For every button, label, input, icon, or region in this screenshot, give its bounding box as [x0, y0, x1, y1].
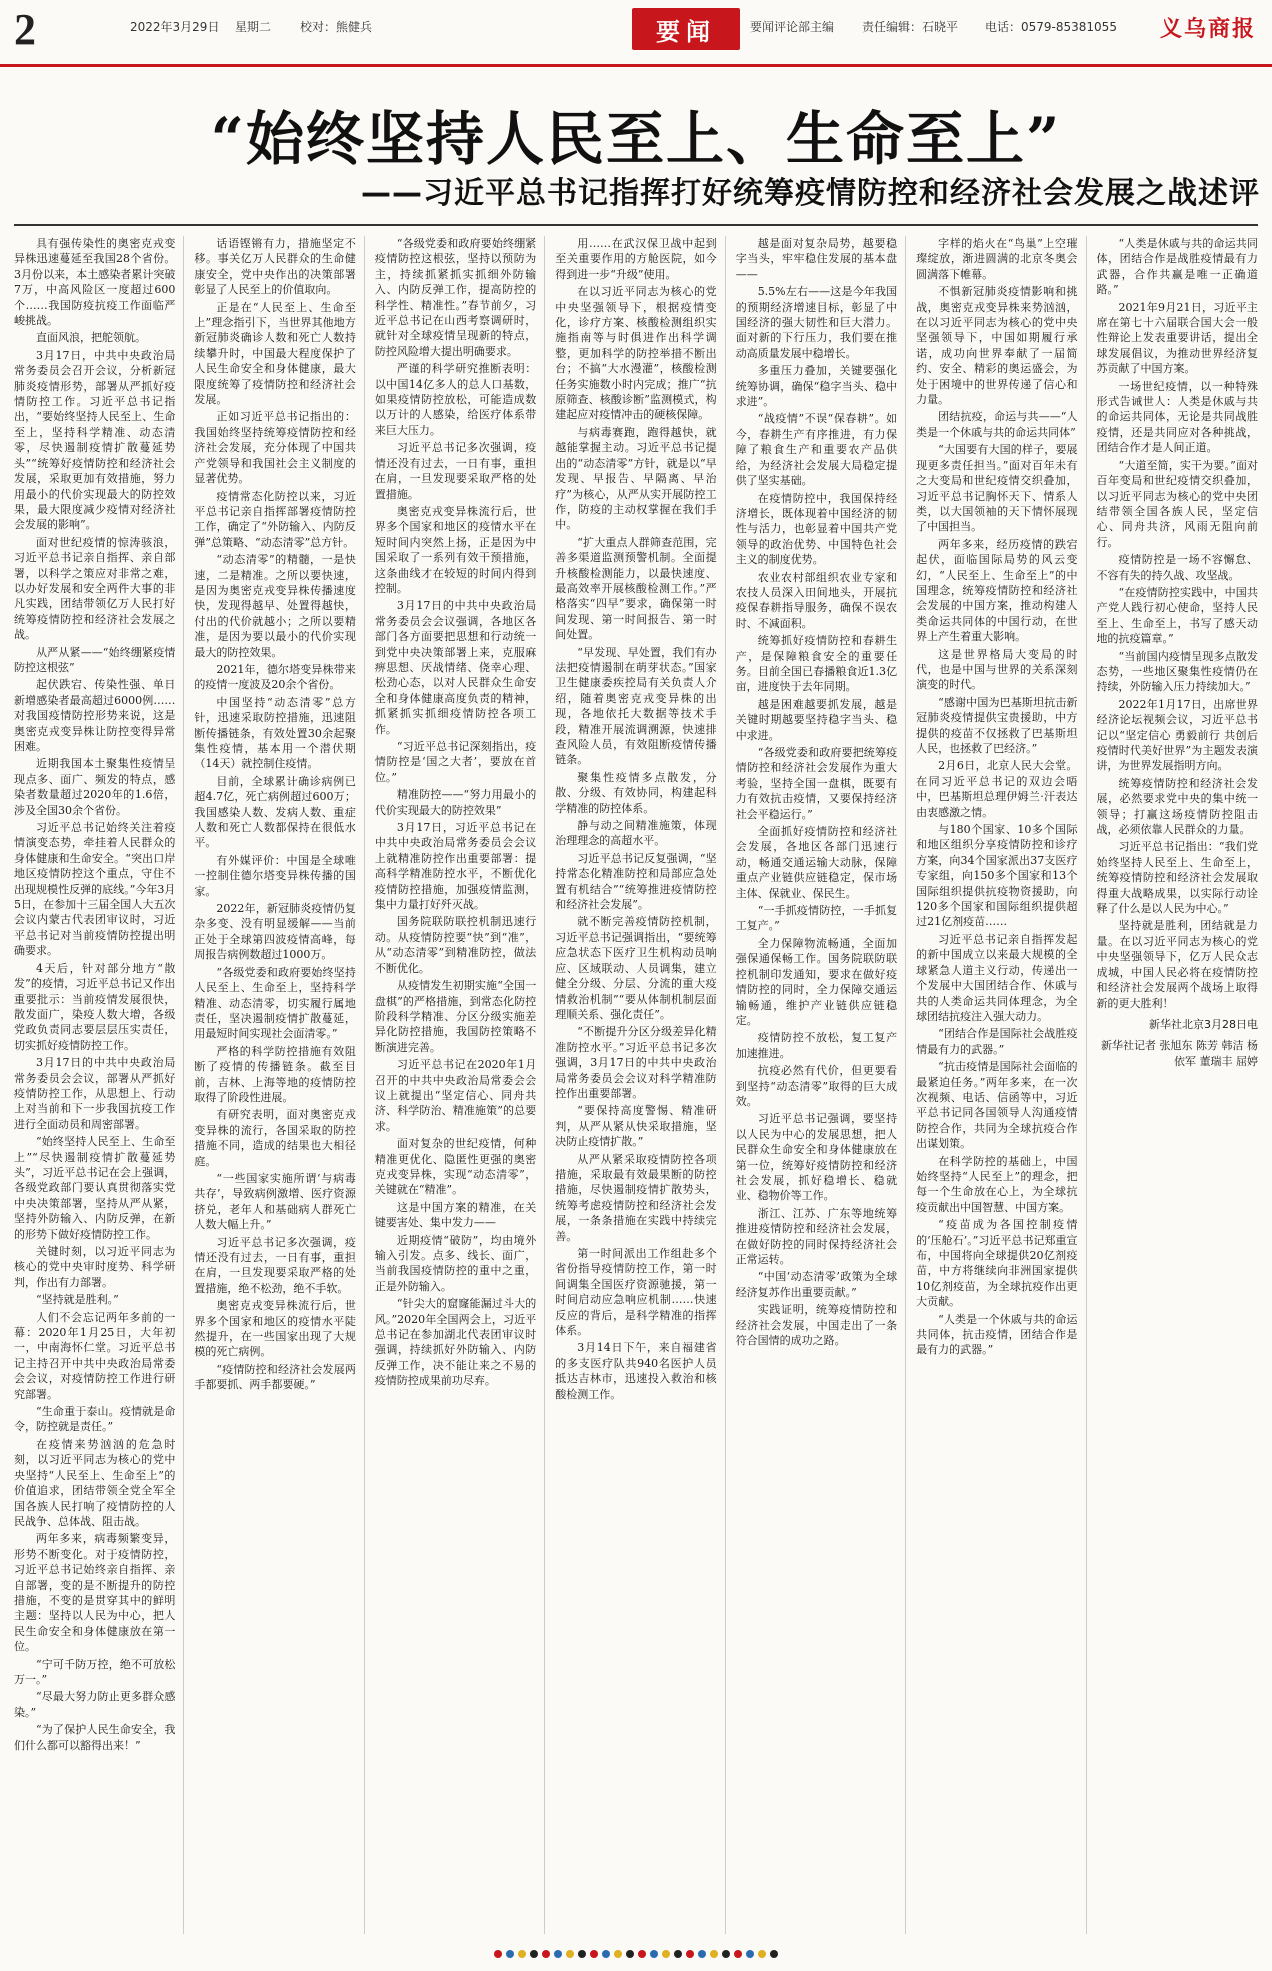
paragraph: 习近平总书记始终关注着疫情演变态势，牵挂着人民群众的身体健康和生命安全。“突出口岸地区疫情防控这个重点，守住不出现规模性反弹的底线。”今年3月5日，在参加十三届全国人大五次会议内蒙古代表团审议时，习近平总书记对当前疫情防控提出明确要求。	[14, 821, 176, 958]
color-dot	[542, 1950, 550, 1958]
paragraph: “团结合作是国际社会战胜疫情最有力的武器。”	[916, 1027, 1078, 1056]
paragraph: 3月17日的中共中央政治局常务委员会会议，部署从严抓好疫情防控工作，从思想上、行动上对当前和下一步我国抗疫工作进行全面动员和周密部署。	[14, 1056, 176, 1131]
color-dot	[686, 1950, 694, 1958]
paragraph: “不断提升分区分级差异化精准防控水平。”习近平总书记多次强调，3月17日的中共中央政治局常务委员会会议对科学精准防控作出重要部署。	[555, 1025, 717, 1100]
paragraph: 正如习近平总书记指出的：我国始终坚持统筹疫情防控和经济社会发展，充分体现了中国共产党领导和我国社会主义制度的显著优势。	[194, 410, 356, 486]
color-dot	[614, 1950, 622, 1958]
paragraph: “中国‘动态清零’政策为全球经济复苏作出重要贡献。”	[735, 1270, 898, 1299]
article-column	[14, 236, 184, 1934]
color-dot	[638, 1950, 646, 1958]
paragraph: 实践证明，统筹疫情防控和经济社会发展，中国走出了一条符合国情的成功之路。	[735, 1303, 898, 1348]
paragraph: “当前国内疫情呈现多点散发态势，一些地区聚集性疫情仍在持续，外防输入压力持续加大。”	[1096, 649, 1258, 694]
paragraph: 有研究表明，面对奥密克戎变异株的流行，各国采取的防控措施不同，造成的结果也大相径庭。	[194, 1108, 356, 1168]
paragraph: 越是困难越要抓发展，越是关键时期越要坚持稳字当头、稳中求进。	[735, 697, 898, 742]
paragraph: 全面抓好疫情防控和经济社会发展，各地区各部门迅速行动，畅通交通运输大动脉，保障重点产业链供应链稳定，保市场主体、保就业、保民生。	[735, 825, 898, 900]
paragraph: 习近平总书记反复强调，“坚持常态化精准防控和局部应急处置有机结合”“统筹推进疫情防控和经济社会发展”。	[555, 851, 717, 912]
color-dot	[566, 1950, 574, 1958]
paragraph: 严谨的科学研究推断表明：以中国14亿多人的总人口基数，如果疫情防控放松，可能造成数以万计的人感染，给医疗体系带来巨大压力。	[374, 362, 537, 437]
paragraph: 团结抗疫，命运与共——“人类是一个休戚与共的命运共同体”	[916, 410, 1078, 439]
paragraph: 国务院联防联控机制迅速行动。从疫情防控要“快”到“准”，从“动态清零”到精准防控，做法不断优化。	[374, 915, 537, 975]
paragraph: 两年多来，经历疫情的跌宕起伏，面临国际局势的风云变幻，“人民至上、生命至上”的中国理念，统筹疫情防控和经济社会发展的中国方案，推动构建人类命运共同体的中国行动，在世界上产生着重大影响。	[916, 537, 1078, 644]
issue-weekday: 星期二	[235, 20, 272, 34]
paragraph: 4天后，针对部分地方“散发”的疫情，习近平总书记又作出重要批示：当前疫情发展很快，散发面广，染疫人数大增，各级党政负责同志要层层压实责任，切实抓好疫情防控工作。	[14, 961, 176, 1052]
paragraph: “大国要有大国的样子，要展现更多责任担当。”面对百年未有之大变局和世纪疫情交织叠加，习近平总书记胸怀天下、情系人类，以大国领袖的天下情怀展现了中国担当。	[916, 443, 1078, 534]
paragraph: 习近平总书记亲自指挥发起的新中国成立以来最大规模的全球紧急人道主义行动，传递出一个发展中大国团结合作、休戚与共的人类命运共同体理念，为全球团结抗疫注入强大动力。	[916, 932, 1078, 1023]
subheadline: ——习近平总书记指挥打好统筹疫情防控和经济社会发展之战述评	[361, 176, 1260, 211]
editorial-dept: 要闻评论部主编	[750, 20, 835, 34]
paragraph: 这是中国方案的精准，在关键要害处、集中发力——	[374, 1200, 537, 1230]
paragraph: 在疫情来势汹汹的危急时刻，以习近平同志为核心的党中央坚持“人民至上、生命至上”的价值追求，团结带领全党全军全国各族人民打响了疫情防控的人民战争、总体战、阻击战。	[14, 1437, 176, 1528]
paragraph: “要保持高度警惕、精准研判，从严从紧从快采取措施，坚决防止疫情扩散。”	[555, 1104, 717, 1149]
paragraph: “人类是一个休戚与共的命运共同体，抗击疫情，团结合作是最有力的武器。”	[916, 1312, 1078, 1357]
paragraph: “大道至简，实干为要。”面对百年变局和世纪疫情交织叠加，以习近平同志为核心的党中央团结带领全国各族人民，坚定信心、同舟共济，风雨无阻向前行。	[1096, 458, 1258, 549]
color-dot	[758, 1950, 766, 1958]
paragraph: 多重压力叠加，关键要强化统筹协调，确保“稳字当头、稳中求进”。	[735, 364, 898, 409]
color-dot	[554, 1950, 562, 1958]
paragraph: 习近平总书记多次强调，疫情还没有过去，一日有事，重担在肩，一旦发现要采取严格的处置措施。	[374, 441, 537, 501]
paragraph: 直面风浪，把舵领航。	[36, 331, 146, 345]
color-dot	[530, 1950, 538, 1958]
paragraph: 用……在武汉保卫战中起到至关重要作用的方舱医院，如今得到进一步“升级”使用。	[555, 237, 717, 281]
paragraph: 人们不会忘记两年多前的一幕：2020年1月25日，大年初一，中南海怀仁堂。习近平总书记主持召开中共中央政治局常委会会议，对疫情防控工作进行研究部署。	[14, 1310, 176, 1401]
paragraph: 聚集性疫情多点散发，分散、分级、有效协同，构建起科学精准的防控体系。	[555, 770, 717, 815]
paragraph: “各级党委和政府要始终绷紧疫情防控这根弦，坚持以预防为主，持续抓紧抓实抓细外防输入、内防反弹工作，提高防控的科学性、精准性。”春节前夕，习近平总书记在山西考察调研时，就针对全球疫情呈现新的特点，防控风险增大提出明确要求。	[374, 237, 537, 358]
paragraph: 越是面对复杂局势，越要稳字当头，牢牢稳住发展的基本盘——	[735, 237, 898, 281]
paragraph: “扩大重点人群筛查范围，完善多渠道监测预警机制。全面提升核酸检测能力，以最快速度、最高效率开展核酸检测工作。”严格落实“四早”要求，确保第一时间发现、第一时间报告、第一时间处置。	[555, 535, 717, 642]
paragraph: “始终坚持人民至上、生命至上”“尽快遏制疫情扩散蔓延势头”，习近平总书记在会上强调，各级党政部门要认真贯彻落实党中央决策部署，坚持从严从紧，坚持外防输入、内防反弹，在新的形势下做好疫情防控工作。	[14, 1135, 176, 1241]
paragraph: 具有强传染性的奥密克戎变异株迅速蔓延至我国28个省份。3月份以来，本土感染者累计突破7万，中高风险区一度超过600个……我国防疫抗疫工作面临严峻挑战。	[14, 237, 176, 328]
color-dot	[734, 1950, 742, 1958]
color-dot	[506, 1950, 514, 1958]
masthead	[0, 0, 1272, 67]
paragraph: 抗疫必然有代价，但更要看到坚持“动态清零”取得的巨大成效。	[735, 1064, 898, 1108]
issue-date: 2022年3月29日	[130, 20, 220, 34]
paragraph: 目前，全球累计确诊病例已超4.7亿，死亡病例超过600万；我国感染人数、发病人数、重症人数和死亡人数都保持在很低水平。	[194, 774, 356, 850]
paragraph: “动态清零”的精髓，一是快速，二是精准。之所以要快速，是因为奥密克戎变异株传播速度快，发现得越早、处置得越快，付出的代价就越小；之所以要精准，是因为要以最小的代价实现最大的防控效果。	[194, 553, 356, 659]
article-column	[1097, 236, 1258, 1934]
paragraph: 一场世纪疫情，以一种特殊形式告诫世人：人类是休戚与共的命运共同体，无论是共同战胜疫情，还是共同应对各种挑战，团结合作才是人间正道。	[1096, 379, 1258, 455]
paragraph: “针尖大的窟窿能漏过斗大的风。”2020年全国两会上，习近平总书记在参加湖北代表团审议时强调，持续抓好外防输入、内防反弹工作，决不能让来之不易的疫情防控成果前功尽弃。	[374, 1297, 537, 1388]
page-number: 2	[14, 5, 36, 54]
paragraph: 起伏跌宕、传染性强、单日新增感染者最高超过6000例……对我国疫情防控形势来说，这是奥密克戎变异株让防控变得异常困难。	[14, 678, 176, 753]
paragraph: 字样的焰火在“鸟巢”上空璀璨绽放，渐进圆满的北京冬奥会圆满落下帷幕。	[916, 237, 1078, 281]
article-column	[555, 236, 725, 1934]
paragraph: 从严从紧——“始终绷紧疫情防控这根弦”	[14, 645, 176, 674]
paragraph: “疫情防控和经济社会发展两手都要抓、两手都要硬。”	[194, 1362, 356, 1392]
paragraph: 2月6日，北京人民大会堂。在同习近平总书记的双边会晤中，巴基斯坦总理伊姆兰·汗表达由衷感激之情。	[916, 759, 1078, 819]
color-dot	[518, 1950, 526, 1958]
paragraph: 这是世界格局大变局的时代，也是中国与世界的关系深刻演变的时代。	[916, 647, 1078, 692]
paragraph: 在疫情防控中，我国保持经济增长，既体现着中国经济的韧性与活力，也彰显着中国共产党领导的政治优势、中国特色社会主义的制度优势。	[735, 491, 898, 567]
color-dot	[650, 1950, 658, 1958]
color-dot	[722, 1950, 730, 1958]
paragraph: 统筹疫情防控和经济社会发展，必然要求党中央的集中统一领导；打赢这场疫情防控阻击战，必须依靠人民群众的力量。	[1096, 776, 1258, 837]
paragraph: 2021年，德尔塔变异株带来的疫情一度波及20余个省份。	[194, 662, 356, 692]
paragraph: 严格的科学防控措施有效阻断了疫情的传播链条。截至目前，吉林、上海等地的疫情防控取得了阶段性进展。	[194, 1044, 356, 1104]
paragraph: “人类是休戚与共的命运共同体，团结合作是战胜疫情最有力武器，合作共赢是唯一正确道路。”	[1096, 237, 1258, 297]
paragraph: 面对世纪疫情的惊涛骇浪，习近平总书记亲自指挥、亲自部署，以科学之策应对非常之难，以办好发展和安全两件大事的非凡实践，团结带领亿万人民打好统筹疫情防控和经济社会发展之战。	[14, 535, 176, 642]
paragraph: “感谢中国为巴基斯坦抗击新冠肺炎疫情提供宝贵援助，中方提供的疫苗不仅拯救了巴基斯坦人民，也拯救了巴经济。”	[916, 695, 1078, 755]
paragraph: “各级党委和政府要始终坚持人民至上、生命至上，坚持科学精准、动态清零，切实履行属地责任，坚决遏制疫情扩散蔓延，用最短时间实现社会面清零。”	[194, 965, 356, 1041]
dateline: 新华社北京3月28日电	[1148, 1017, 1258, 1031]
headline-rule	[14, 224, 1258, 226]
paragraph: “为了保护人民生命安全，我们什么都可以豁得出来！”	[14, 1723, 176, 1752]
paragraph: “抗击疫情是国际社会面临的最紧迫任务。”两年多来，在一次次视频、电话、信函等中，习近平总书记同各国领导人沟通疫情防控合作，共同为全球抗疫合作出谋划策。	[916, 1060, 1078, 1151]
paragraph: 中国坚持“动态清零”总方针，迅速采取防控措施，迅速阻断传播链条，有效处置30余起聚集性疫情，基本用一个潜伏期（14天）就控制住疫情。	[194, 695, 356, 771]
reporters: 新华社记者 张旭东 陈芳 韩洁 杨依军 董瑞丰 屈婷	[1100, 1039, 1258, 1068]
color-dot	[662, 1950, 670, 1958]
paragraph: 奥密克戎变异株流行后，世界多个国家和地区的疫情水平在短时间内突然上扬，正是因为中国采取了一系列有效干预措施，这条曲线才在较短的时间内得到控制。	[374, 504, 537, 595]
paragraph: 习近平总书记多次强调，疫情还没有过去，一日有事，重担在肩，一旦发现要采取严格的处置措施，绝不松劲，绝不手软。	[194, 1235, 356, 1295]
paragraph: 坚持就是胜利，团结就是力量。在以习近平同志为核心的党中央坚强领导下，亿万人民众志成城，中国人民必将在疫情防控和经济社会发展两个战场上取得新的更大胜利！	[1096, 919, 1258, 1010]
paragraph: 就不断完善疫情防控机制，习近平总书记强调指出，“要统筹应急状态下医疗卫生机构动员响应、区域联动、人员调集，建立健全分级、分层、分流的重大疫情救治机制”“要从体制机制层面理顺关系、强化责任”。	[555, 915, 717, 1021]
paragraph: 有外媒评价：中国是全球唯一控制住德尔塔变异株传播的国家。	[194, 853, 356, 898]
paragraph: 全力保障物流畅通，全面加强保通保畅工作。国务院联防联控机制印发通知，要求在做好疫情防控的同时，全力保障交通运输畅通，维护产业链供应链稳定。	[735, 936, 898, 1027]
paragraph: 第一时间派出工作组赴多个省份指导疫情防控工作，第一时间调集全国医疗资源驰援，第一时间启动应急响应机制……快速反应的背后，是科学精准的指挥体系。	[555, 1247, 717, 1338]
paragraph: “早发现、早处置，我们有办法把疫情遏制在萌芽状态。”国家卫生健康委疾控局有关负责人介绍，随着奥密克戎变异株的出现，各地依托大数据等技术手段，精准开展流调溯源，快速排查风险人员，有效阻断疫情传播链条。	[555, 645, 717, 767]
paragraph: 浙江、江苏、广东等地统筹推进疫情防控和经济社会发展，在做好防控的同时保持经济社会正常运转。	[735, 1206, 898, 1266]
paragraph: 从疫情发生初期实施“全国一盘棋”的严格措施，到常态化防控阶段科学精准、分区分级实施差异化防控措施，我国防控策略不断演进完善。	[374, 979, 537, 1054]
editor: 责任编辑：石晓平	[862, 20, 959, 34]
paragraph: 近期疫情“破防”，均由境外输入引发。点多、线长、面广，当前我国疫情防控的重中之重，正是外防输入。	[374, 1233, 537, 1293]
paragraph: 疫情常态化防控以来，习近平总书记亲自指挥部署疫情防控工作，确定了“外防输入、内防反弹”总策略、“动态清零”总方针。	[194, 489, 356, 549]
color-dot	[590, 1950, 598, 1958]
paragraph: 关键时刻，以习近平同志为核心的党中央审时度势、科学研判，作出有力部署。	[14, 1245, 176, 1289]
paragraph: 话语铿锵有力，措施坚定不移。事关亿万人民群众的生命健康安全，党中央作出的决策部署彰显了人民至上的价值取向。	[194, 237, 356, 297]
paragraph: 在以习近平同志为核心的党中央坚强领导下，根据疫情变化，诊疗方案、核酸检测组织实施指南等与时俱进作出科学调整，更加科学的防控举措不断出台；不搞“大水漫灌”，核酸检测任务实施数小时内完成；推广“抗原筛查、核酸诊断”监测模式，构建起应对疫情冲击的硬核保障。	[555, 285, 717, 422]
color-dot	[602, 1950, 610, 1958]
paragraph: 正是在“人民至上、生命至上”理念指引下，当世界其他地方新冠肺炎确诊人数和死亡人数持续攀升时，中国最大程度保护了人民生命安全和身体健康，最大限度统筹了疫情防控和经济社会发展。	[194, 300, 356, 407]
paragraph: “习近平总书记深刻指出，疫情防控是‘国之大者’，要放在首位。”	[374, 740, 537, 784]
color-dot	[578, 1950, 586, 1958]
paragraph: 不惧新冠肺炎疫情影响和挑战，奥密克戎变异株来势汹汹，在以习近平同志为核心的党中央坚强领导下，中国如期履行承诺，成功向世界奉献了一届简约、安全、精彩的奥运盛会，为处于困境中的世界传递了信心和力量。	[916, 285, 1078, 407]
phone: 电话：0579-85381055	[985, 20, 1117, 34]
color-dot	[698, 1950, 706, 1958]
paper-name: 义乌商报	[1159, 16, 1256, 42]
paragraph: 2021年9月21日，习近平主席在第七十六届联合国大会一般性辩论上发表重要讲话，提出全球发展倡议，为推动世界经济复苏贡献了中国方案。	[1096, 300, 1258, 376]
paragraph: “生命重于泰山。疫情就是命令，防控就是责任。”	[14, 1405, 176, 1434]
paragraph: 从严从紧采取疫情防控各项措施，采取最有效最果断的防控措施，尽快遏制疫情扩散势头，统筹考虑疫情防控和经济社会发展，一条条措施在实践中持续完善。	[555, 1152, 717, 1243]
paragraph: 两年多来，病毒频繁变异，形势不断变化。对于疫情防控，习近平总书记始终亲自指挥、亲自部署，变的是不断提升的防控措施，不变的是贯穿其中的鲜明主题：坚持以人民为中心，把人民生命安全和身体健康放在第一位。	[14, 1532, 176, 1654]
paragraph: “尽最大努力防止更多群众感染。”	[14, 1690, 176, 1719]
paragraph: 2022年，新冠肺炎疫情仍复杂多变、没有明显缓解——当前正处于全球第四波疫情高峰，每周报告病例数超过1000万。	[194, 902, 356, 962]
paragraph: 奥密克戎变异株流行后，世界多个国家和地区的疫情水平陡然提升，在一些国家出现了大规模的死亡病例。	[194, 1299, 356, 1359]
paragraph: “战疫情”不误“保春耕”。如今，春耕生产有序推进，有力保障了粮食生产和重要农产品供给，为经济社会发展大局稳定提供了坚实基础。	[735, 412, 898, 488]
paragraph: “坚持就是胜利。”	[36, 1293, 119, 1307]
footer-color-bar	[0, 1944, 1272, 1964]
paragraph: 统筹抓好疫情防控和春耕生产，是保障粮食安全的重要任务。目前全国已春播粮食近1.3亿亩，进度快于去年同期。	[735, 634, 898, 694]
paragraph: 习近平总书记指出：“我们党始终坚持人民至上、生命至上，统筹疫情防控和经济社会发展取得重大战略成果，以实际行动诠释了什么是以人民为中心。”	[1096, 840, 1258, 916]
color-dot	[770, 1950, 778, 1958]
paragraph: 习近平总书记强调，要坚持以人民为中心的发展思想，把人民群众生命安全和身体健康放在第一位，统筹好疫情防控和经济社会发展，抓好稳增长、稳就业、稳物价等工作。	[735, 1112, 898, 1203]
paragraph: 3月14日下午，来自福建省的多支医疗队共940名医护人员抵达吉林市，迅速投入救治和核酸检测工作。	[555, 1341, 717, 1401]
article-column	[194, 236, 364, 1934]
paragraph: 3月17日的中共中央政治局常务委员会会议强调，各地区各部门各方面要把思想和行动统一到党中央决策部署上来，克服麻痹思想、厌战情绪、侥幸心理、松劲心态，以对人民群众生命安全和身体健康高度负责的精神，抓紧抓实抓细疫情防控各项工作。	[374, 599, 537, 736]
paragraph: 近期我国本土聚集性疫情呈现点多、面广、频发的特点，感染者数量超过2020年的1.6倍，涉及全国30余个省份。	[14, 757, 176, 817]
article-column	[916, 236, 1086, 1934]
paragraph: 精准防控——“努力用最小的代价实现最大的防控效果”	[374, 788, 537, 817]
color-dot	[746, 1950, 754, 1958]
section-badge: 要闻	[632, 8, 740, 50]
article-column	[736, 236, 906, 1934]
paragraph: “一手抓疫情防控，一手抓复工复产。”	[735, 904, 898, 933]
article-body	[14, 236, 1258, 1934]
paragraph: 与病毒赛跑，跑得越快，就越能掌握主动。习近平总书记提出的“动态清零”方针，就是以“早发现、早报告、早隔离、早治疗”为核心，从严从实开展防控工作，防疫的主动权掌握在我们手中。	[555, 425, 717, 532]
article-column	[375, 236, 545, 1934]
paragraph: 静与动之间精准施策，体现治理理念的高超水平。	[555, 819, 717, 848]
paragraph: 疫情防控不放松，复工复产加速推进。	[735, 1031, 898, 1060]
headline: “始终坚持人民至上、生命至上”	[210, 105, 1062, 173]
proofreader: 校对：熊健兵	[300, 20, 373, 34]
paragraph: 疫情防控是一场不容懈怠、不容有失的持久战、攻坚战。	[1096, 553, 1258, 582]
paragraph: “在疫情防控实践中，中国共产党人践行初心使命，坚持人民至上、生命至上，书写了感天动地的抗疫篇章。”	[1096, 585, 1258, 646]
color-dot	[674, 1950, 682, 1958]
paragraph: 3月17日，中共中央政治局常务委员会召开会议，分析新冠肺炎疫情形势，部署从严抓好疫情防控工作。习近平总书记指出，“要始终坚持人民至上、生命至上，坚持科学精准、动态清零，尽快遏制疫情扩散蔓延势头”“统筹好疫情防控和经济社会发展，采取更加有效措施，努力用最小的代价实现最大的防控效果，最大限度减少疫情对经济社会发展的影响”。	[14, 348, 176, 532]
paragraph: 5.5%左右——这是今年我国的预期经济增速目标，彰显了中国经济的强大韧性和巨大潜力。面对新的下行压力，我们要在推动高质量发展中稳增长。	[735, 285, 898, 360]
paragraph: 3月17日，习近平总书记在中共中央政治局常务委员会会议上就精准防控作出重要部署：提高科学精准防控水平，不断优化疫情防控措施，加强疫情监测，集中力量打好歼灭战。	[374, 821, 537, 912]
paragraph: “一些国家实施所谓‘与病毒共存’，导致病例激增、医疗资源挤兑，老年人和基础病人群死亡人数大幅上升。”	[194, 1171, 356, 1232]
paragraph: 农业农村部组织农业专家和农技人员深入田间地头，开展抗疫保春耕指导服务，确保不误农时、不减面积。	[735, 570, 898, 630]
paragraph: “各级党委和政府要把统筹疫情防控和经济社会发展作为重大考验，坚持全国一盘棋，既要有力有效抗击疫情，又要保持经济社会平稳运行。”	[735, 746, 898, 821]
color-dot	[494, 1950, 502, 1958]
paragraph: “疫苗成为各国控制疫情的‘压舱石’。”习近平总书记郑重宣布，中国将向全球提供20亿剂疫苗，中方将继续向非洲国家提供10亿剂疫苗，为全球抗疫作出更大贡献。	[916, 1218, 1078, 1309]
paragraph: 习近平总书记在2020年1月召开的中共中央政治局常委会会议上就提出“坚定信心、同舟共济、科学防治、精准施策”的总要求。	[374, 1058, 537, 1133]
paragraph: 面对复杂的世纪疫情，何种精准更优化、隐匿性更强的奥密克戎变异株，实现“动态清零”，关键就在“精准”。	[374, 1137, 537, 1197]
color-dot	[710, 1950, 718, 1958]
paragraph: 2022年1月17日，出席世界经济论坛视频会议，习近平总书记以“坚定信心 勇毅前行 共创后疫情时代美好世界”为主题发表演讲，为世界发展指明方向。	[1096, 697, 1258, 773]
paragraph: “宁可千防万控，绝不可放松万一。”	[14, 1657, 176, 1686]
color-dot	[626, 1950, 634, 1958]
paragraph: 与180个国家、10多个国际和地区组织分享疫情防控和诊疗方案，向34个国家派出37支医疗专家组，向150多个国家和13个国际组织提供抗疫物资援助，向120多个国家和国际组织提供超过21亿剂疫苗……	[916, 823, 1078, 929]
paragraph: 在科学防控的基础上，中国始终坚持“人民至上”的理念，把每一个生命放在心上，为全球抗疫贡献出中国智慧、中国方案。	[916, 1154, 1078, 1214]
